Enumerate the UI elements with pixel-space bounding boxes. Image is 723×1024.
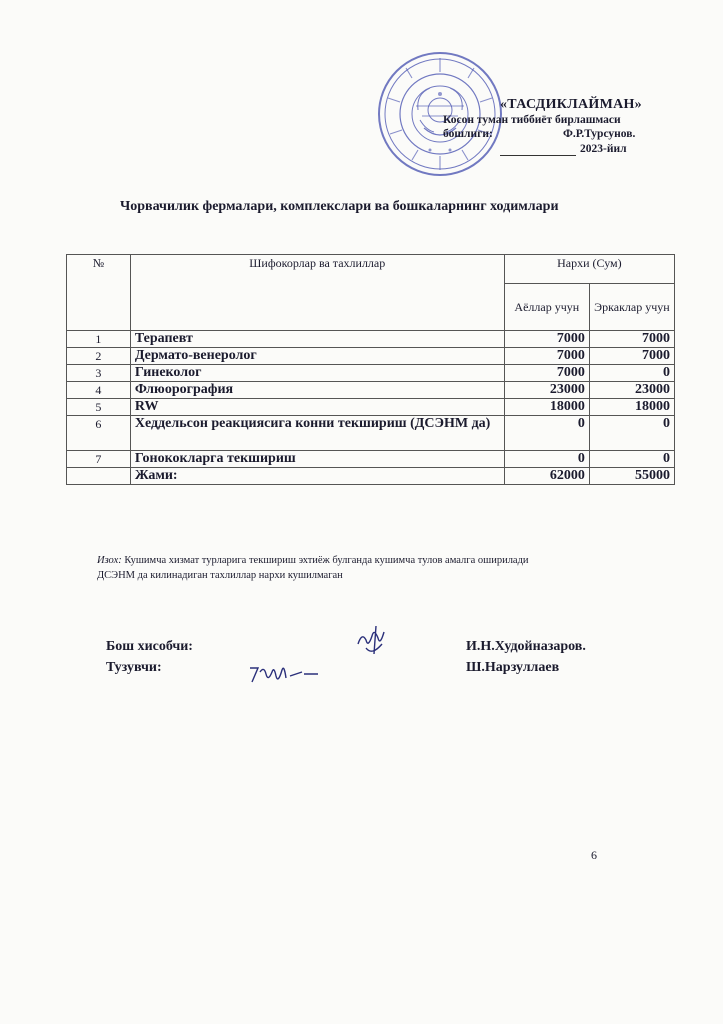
row-price-women: 23000 [504, 382, 589, 399]
row-number: 1 [67, 331, 131, 348]
page-number: 6 [591, 848, 597, 862]
column-header-price: Нархи (Сум) [504, 255, 674, 284]
row-price-men: 7000 [589, 348, 674, 365]
table-row [67, 331, 675, 348]
table-row [67, 399, 675, 416]
row-name: Хеддельсон реакциясига конни текшириш (ДСЭНМ да) [130, 416, 504, 451]
approval-organization: Косон туман тиббиёт бирлашмаси [443, 114, 621, 126]
column-header-men: Эркаклар учун [589, 284, 674, 331]
approval-date-line [500, 155, 576, 156]
approval-head-label: бошлиги: [443, 128, 493, 140]
note-line-1 [97, 553, 697, 568]
row-price-women: 7000 [504, 331, 589, 348]
row-price-women: 0 [504, 416, 589, 451]
row-price-women: 18000 [504, 399, 589, 416]
row-number: 5 [67, 399, 131, 416]
table-row [67, 451, 675, 468]
row-name: Гинеколог [130, 365, 504, 382]
row-price-men: 7000 [589, 331, 674, 348]
row-name: Гонококларга текшириш [130, 451, 504, 468]
row-name: Терапевт [130, 331, 504, 348]
chief-accountant-signature-image [352, 622, 392, 660]
row-number: 3 [67, 365, 131, 382]
note-block [97, 553, 697, 583]
compiler-name: Ш.Нарзуллаев [466, 660, 560, 675]
document-title: Чорвачилик фермалари, комплекслари ва бошкаларнинг ходимлари [120, 199, 559, 214]
row-price-men: 0 [589, 416, 674, 451]
total-price-men: 55000 [589, 468, 674, 485]
row-name: Флюорография [130, 382, 504, 399]
column-header-women: Аёллар учун [504, 284, 589, 331]
row-price-women: 7000 [504, 365, 589, 382]
row-number: 2 [67, 348, 131, 365]
table-row [67, 348, 675, 365]
table-header-row [67, 255, 675, 284]
approval-title: «ТАСДИКЛАЙМАН» [500, 97, 642, 112]
column-header-number: № [67, 255, 131, 331]
approval-head-name: Ф.Р.Турсунов. [563, 128, 636, 140]
row-name: RW [130, 399, 504, 416]
table-row [67, 382, 675, 399]
note-text-1: Кушимча хизмат турларига текшириш эхтиёж булганда кушимча тулов амалга оширилади [124, 555, 529, 566]
row-number: 4 [67, 382, 131, 399]
table-row [67, 416, 675, 451]
chief-accountant-name: И.Н.Худойназаров. [466, 639, 586, 654]
note-text-2: ДСЭНМ да килинадиган тахлиллар нархи кушилмаган [97, 570, 343, 581]
approval-year: 2023-йил [580, 143, 627, 155]
total-row-number [67, 468, 131, 485]
row-name: Дермато-венеролог [130, 348, 504, 365]
row-price-men: 0 [589, 365, 674, 382]
table-total-row [67, 468, 675, 485]
column-header-name: Шифокорлар ва тахлиллар [130, 255, 504, 331]
row-price-women: 7000 [504, 348, 589, 365]
row-price-men: 18000 [589, 399, 674, 416]
price-table [66, 254, 675, 485]
row-price-men: 0 [589, 451, 674, 468]
row-price-men: 23000 [589, 382, 674, 399]
total-price-women: 62000 [504, 468, 589, 485]
total-label: Жами: [130, 468, 504, 485]
compiler-role: Тузувчи: [106, 660, 162, 675]
compiler-signature-image [246, 660, 322, 688]
note-label: Изох: [97, 555, 122, 566]
chief-accountant-role: Бош хисобчи: [106, 639, 193, 654]
row-number: 7 [67, 451, 131, 468]
table-row [67, 365, 675, 382]
row-number: 6 [67, 416, 131, 451]
row-price-women: 0 [504, 451, 589, 468]
